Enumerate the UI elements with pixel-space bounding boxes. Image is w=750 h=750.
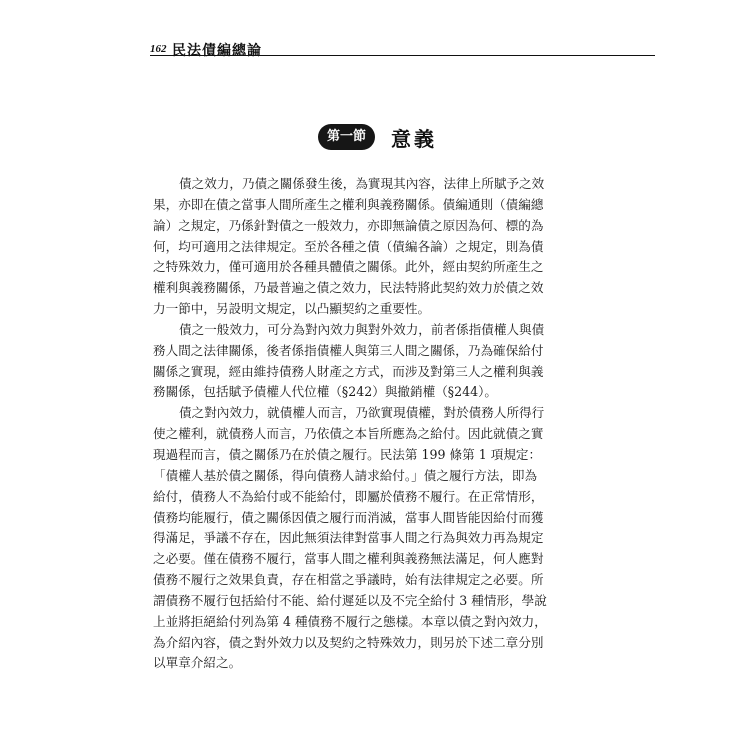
- text-line: 以單章介紹之。: [153, 655, 242, 671]
- paragraph: [153, 320, 579, 403]
- section-title: 意義: [391, 126, 438, 151]
- text-line: 之特殊效力，僅可適用於各種具體債之關係。此外，經由契約所產生之: [153, 259, 544, 275]
- header-rule: [150, 55, 655, 56]
- text-line: 債之一般效力，可分為對內效力與對外效力，前者係指債權人與債: [179, 321, 545, 337]
- section-label-badge: 第一節: [318, 124, 375, 150]
- text-line: 論）之規定，乃係針對債之一般效力，亦即無論債之原因為何、標的為: [153, 217, 544, 233]
- paragraph: [153, 403, 579, 674]
- section-heading: [318, 122, 437, 152]
- text-line: 務人間之法律關係，後者係指債權人與第三人間之關係，乃為確保給付: [153, 342, 544, 358]
- text-line: 「債權人基於債之關係，得向債務人請求給付。」債之履行方法，即為: [153, 467, 538, 483]
- book-title: 民法債編總論: [172, 43, 262, 59]
- text-line: 債之效力，乃債之關係發生後，為實現其內容，法律上所賦予之效: [179, 176, 545, 191]
- text-line: 果，亦即在債之當事人間所產生之權利與義務關係。債編通則（債編總: [153, 196, 544, 212]
- body-text: [153, 174, 579, 674]
- text-line: 債之對內效力，就債權人而言，乃欲實現債權，對於債務人所得行: [179, 405, 545, 421]
- text-line: 給付，債務人不為給付或不能給付，即屬於債務不履行。在正常情形，: [153, 488, 544, 504]
- text-line: 上並將拒絕給付列為第 4 種債務不履行之態樣。本章以債之對內效力，: [153, 613, 547, 629]
- text-line: 務關係，包括賦予債權人代位權（§242）與撤銷權（§244）。: [153, 384, 498, 400]
- text-line: 債務均能履行，債之關係因債之履行而消滅，當事人間皆能因給付而獲: [153, 509, 544, 525]
- page-number: 162: [150, 43, 167, 55]
- text-line: 權利與義務關係，乃最普遍之債之效力，民法特將此契約效力於債之效: [153, 280, 544, 296]
- running-header: [150, 40, 655, 62]
- text-line: 得滿足，爭議不存在，因此無須法律對當事人間之行為與效力再為規定: [153, 530, 544, 546]
- text-line: 力一節中，另設明文規定，以凸顯契約之重要性。: [153, 301, 431, 317]
- text-line: 謂債務不履行包括給付不能、給付遲延以及不完全給付 3 種情形，學說: [153, 592, 547, 608]
- text-line: 之必要。僅在債務不履行，當事人間之權利與義務無法滿足，何人應對: [153, 551, 544, 567]
- text-line: 為介紹內容，債之對外效力以及契約之特殊效力，則另於下述二章分別: [153, 634, 544, 650]
- text-line: 何，均可適用之法律規定。至於各種之債（債編各論）之規定，則為債: [153, 238, 544, 254]
- text-line: 使之權利，就債務人而言，乃依債之本旨所應為之給付。因此就債之實: [153, 426, 544, 442]
- text-line: 關係之實現，經由維持債務人財產之方式，而涉及對第三人之權利與義: [153, 363, 544, 379]
- text-line: 現過程而言，債之關係乃在於債之履行。民法第 199 條第 1 項規定：: [153, 446, 542, 462]
- text-line: 債務不履行之效果負責，存在相當之爭議時，始有法律規定之必要。所: [153, 572, 544, 588]
- paragraph: [153, 174, 579, 320]
